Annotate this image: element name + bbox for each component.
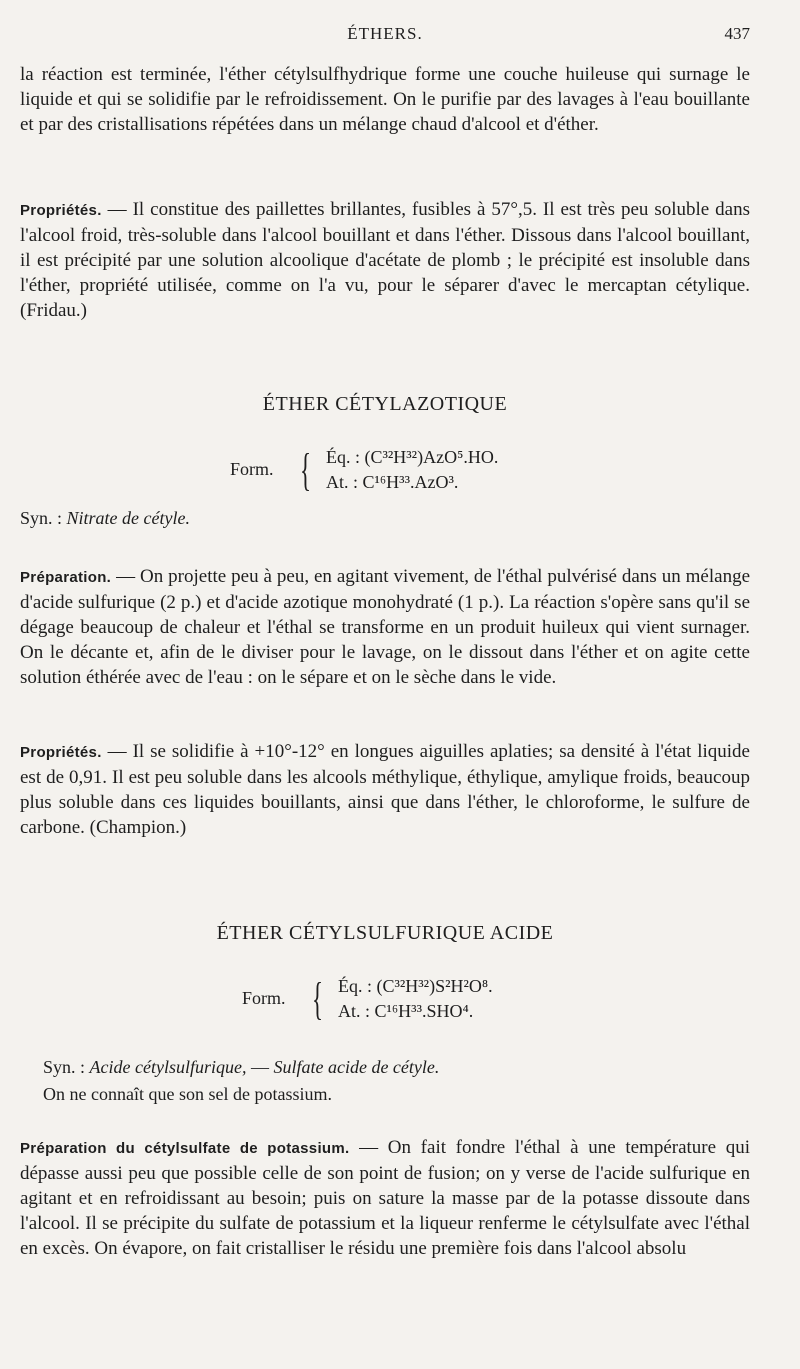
- formula-atomic: At. : C¹⁶H³³.SHO⁴.: [338, 1001, 474, 1021]
- paragraph-body: — On fait fondre l'éthal à une température qui dépasse aussi peu que possible celle de son point de fusion; on y verse de l'acide sulfurique en agitant et en refroidissant au besoin; puis on sature la masse par de la potasse dissoute dans l'alcool. Il se précipite du sulfate de potassium et la liqueur renferme le cétylsulfate avec l'éthal en excès. On évapore, on fait cristalliser le résidu une première fois dans l'alcool absolu: [20, 1137, 750, 1259]
- formula-cetylazotique: [230, 444, 590, 497]
- paragraph-label: Propriétés.: [20, 744, 102, 761]
- brace-icon: {: [300, 444, 312, 495]
- formula-label: Form.: [242, 988, 286, 1008]
- section-heading-cetylazotique: ÉTHER CÉTYLAZOTIQUE: [262, 393, 508, 415]
- brace-icon: {: [312, 973, 324, 1024]
- page-number: 437: [724, 24, 750, 43]
- section-heading-cetylsulfurique: ÉTHER CÉTYLSULFURIQUE ACIDE: [216, 922, 554, 944]
- running-title: ÉTHERS.: [347, 24, 423, 43]
- formula-equivalent: Éq. : (C³²H³²)S²H²O⁸.: [338, 976, 493, 996]
- synonym-name: Acide cétylsulfurique,: [89, 1057, 247, 1077]
- synonym-line: [20, 508, 190, 529]
- formula-equivalent: Éq. : (C³²H³²)AzO⁵.HO.: [326, 447, 499, 467]
- synonym-prefix: Syn. :: [43, 1057, 90, 1077]
- formula-label: Form.: [230, 459, 274, 479]
- synonym-separator: —: [246, 1057, 274, 1077]
- synonym-name: Sulfate acide de cétyle.: [273, 1057, 440, 1077]
- paragraph-label: Préparation du cétylsulfate de potassium.: [20, 1140, 350, 1157]
- formula-cetylsulfurique: [242, 973, 602, 1026]
- synonym-name: Nitrate de cétyle.: [66, 508, 190, 528]
- potassium-note: On ne connaît que son sel de potassium.: [43, 1084, 332, 1104]
- paragraph-label: Propriétés.: [20, 202, 102, 219]
- page-header: [20, 24, 750, 46]
- paragraph-body: — On projette peu à peu, en agitant vivement, de l'éthal pulvérisé dans un mélange d'acide sulfurique (2 p.) et d'acide azotique monohydraté (1 p.). La réaction s'opère sans qu'il se dégage beaucoup de chaleur et l'éthal se transforme en un produit huileux qui vient surnager. On le décante et, afin de le diviser pour le lavage, on le dissout dans l'éther et on agite cette solution éthérée avec de l'eau : on le sépare et on le sèche dans le vide.: [20, 566, 750, 688]
- synonym-line: [43, 1057, 439, 1078]
- paragraph-body: — Il se solidifie à +10°-12° en longues aiguilles aplaties; sa densité à l'état liquide est de 0,91. Il est peu soluble dans les alcools méthylique, éthylique, amylique froids, beaucoup plus soluble dans ces liquides bouillants, ainsi que dans l'éther, le chloroforme, le sulfure de carbone. (Champion.): [20, 741, 750, 838]
- paragraph-properties-sulfhydrique: [20, 197, 750, 323]
- paragraph-preparation-potassium: [20, 1135, 750, 1261]
- synonym-prefix: Syn. :: [20, 508, 67, 528]
- paragraph-intro: la réaction est terminée, l'éther cétylsulfhydrique forme une couche huileuse qui surnage le liquide et qui se solidifie par le refroidissement. On le purifie par des lavages à l'eau bouillante et par des cristallisations répétées dans un mélange chaud d'alcool et d'éther.: [20, 64, 750, 135]
- paragraph-preparation-azotique: [20, 564, 750, 690]
- paragraph-body: — Il constitue des paillettes brillantes, fusibles à 57°,5. Il est très peu soluble dans l'alcool froid, très-soluble dans l'alcool bouillant et dans l'éther. Dissous dans l'alcool bouillant, il est précipité par une solution alcoolique d'acétate de plomb ; le précipité est insoluble dans l'éther, propriété utilisée, comme on l'a vu, pour le séparer d'avec le mercaptan cétylique. (Fridau.): [20, 199, 750, 321]
- paragraph-properties-azotique: [20, 739, 750, 840]
- paragraph-label: Préparation.: [20, 569, 112, 586]
- formula-atomic: At. : C¹⁶H³³.AzO³.: [326, 472, 459, 492]
